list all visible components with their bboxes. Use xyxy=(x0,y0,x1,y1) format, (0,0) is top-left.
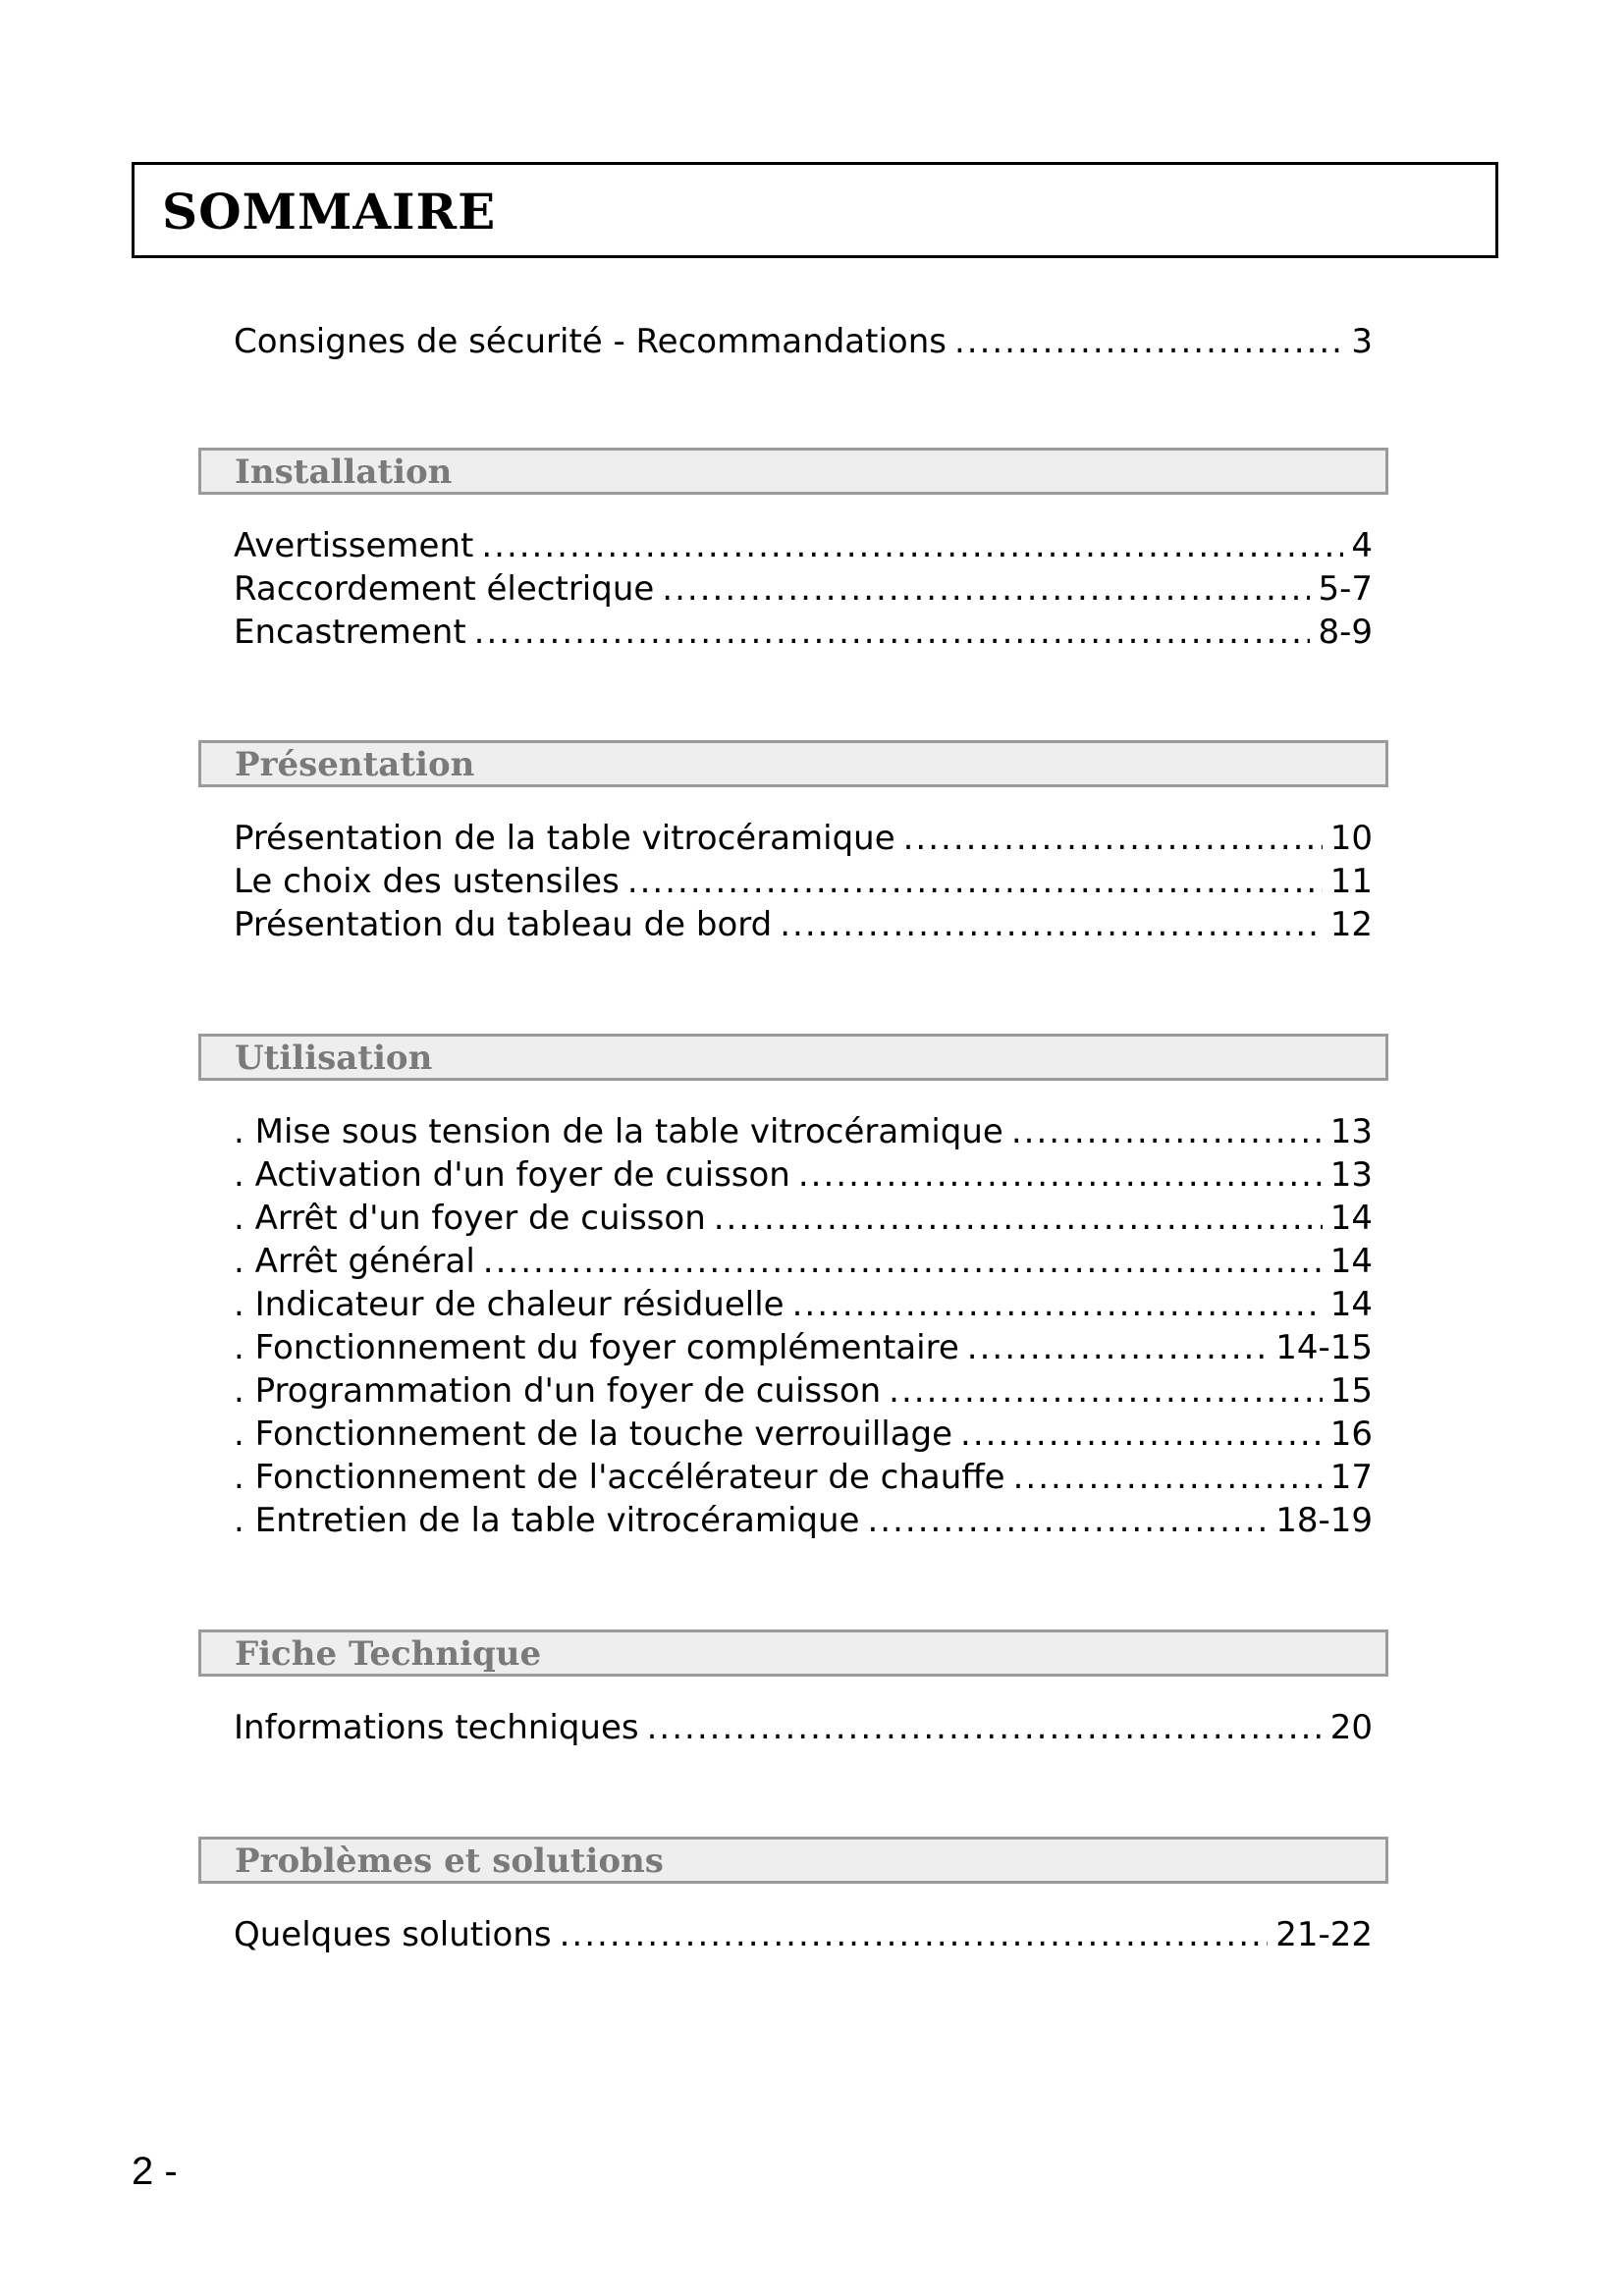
toc-entry[interactable] xyxy=(234,1285,1373,1328)
title-box xyxy=(132,162,1498,258)
toc-entry[interactable] xyxy=(234,862,1373,905)
dot-leader xyxy=(560,1915,1269,1954)
page-title: SOMMAIRE xyxy=(162,183,497,240)
toc-entry-label: Informations techniques xyxy=(234,1708,639,1747)
dot-leader xyxy=(1013,1458,1323,1497)
dot-leader xyxy=(780,905,1323,944)
dot-leader xyxy=(967,1328,1268,1367)
toc-entry-label: Le choix des ustensiles xyxy=(234,862,620,901)
section-header-fiche-technique xyxy=(198,1629,1388,1677)
toc-entry-label: . Arrêt général xyxy=(234,1242,475,1281)
toc-entry-label: . Fonctionnement de la touche verrouillage xyxy=(234,1415,953,1454)
dot-leader xyxy=(483,1242,1323,1281)
toc-entry[interactable] xyxy=(234,1458,1373,1501)
toc-entry-label: Encastrement xyxy=(234,613,466,652)
dot-leader xyxy=(714,1199,1323,1238)
page-number: 2 - xyxy=(132,2150,178,2193)
dot-leader xyxy=(647,1708,1323,1747)
dot-leader xyxy=(481,526,1343,565)
dot-leader xyxy=(960,1415,1323,1454)
toc-entry-page: 13 xyxy=(1329,1112,1373,1151)
toc-entry-page: 12 xyxy=(1329,905,1373,944)
toc-entry[interactable] xyxy=(234,1501,1373,1544)
toc-entry-label: . Arrêt d'un foyer de cuisson xyxy=(234,1199,706,1238)
dot-leader xyxy=(627,862,1323,901)
section-heading: Fiche Technique xyxy=(235,1634,542,1674)
toc-entry[interactable] xyxy=(234,905,1373,948)
toc-entry-label: Présentation du tableau de bord xyxy=(234,905,773,944)
toc-entry-label: . Indicateur de chaleur résiduelle xyxy=(234,1285,785,1324)
toc-entry-label: Quelques solutions xyxy=(234,1915,552,1954)
toc-entry[interactable] xyxy=(234,569,1373,613)
section-heading: Installation xyxy=(235,453,453,492)
toc-entry[interactable] xyxy=(234,1915,1373,1958)
section-heading: Problèmes et solutions xyxy=(235,1842,664,1881)
toc-entry-label: . Entretien de la table vitrocéramique xyxy=(234,1501,860,1540)
toc-entry[interactable] xyxy=(234,1708,1373,1751)
toc-entry-label: . Activation d'un foyer de cuisson xyxy=(234,1155,790,1195)
toc-entry[interactable] xyxy=(234,1155,1373,1199)
toc-entry[interactable] xyxy=(234,526,1373,569)
toc-entry-page: 15 xyxy=(1329,1371,1373,1411)
toc-entry-page: 3 xyxy=(1351,322,1373,361)
dot-leader xyxy=(662,569,1310,609)
toc-entry-page: 14 xyxy=(1329,1285,1373,1324)
toc-entry[interactable] xyxy=(234,1415,1373,1458)
toc-entry-page: 17 xyxy=(1329,1458,1373,1497)
toc-entry-label: . Programmation d'un foyer de cuisson xyxy=(234,1371,882,1411)
section-header-utilisation xyxy=(198,1034,1388,1081)
toc-entry-page: 13 xyxy=(1329,1155,1373,1195)
toc-entry[interactable] xyxy=(234,613,1373,656)
section-header-installation xyxy=(198,448,1388,495)
section-heading: Présentation xyxy=(235,745,475,784)
toc-entry-page: 20 xyxy=(1329,1708,1373,1747)
toc-entry-label: . Fonctionnement de l'accélérateur de chauffe xyxy=(234,1458,1005,1497)
dot-leader xyxy=(903,819,1323,858)
toc-entry-label: . Mise sous tension de la table vitrocéramique xyxy=(234,1112,1003,1151)
toc-entry-label: Présentation de la table vitrocéramique xyxy=(234,819,895,858)
dot-leader xyxy=(792,1285,1323,1324)
dot-leader xyxy=(474,613,1311,652)
toc-entry-safety[interactable] xyxy=(234,322,1373,365)
toc-entry[interactable] xyxy=(234,1199,1373,1242)
toc-entry-label: Raccordement électrique xyxy=(234,569,655,609)
toc-entry-page: 18-19 xyxy=(1275,1501,1373,1540)
dot-leader xyxy=(954,322,1343,361)
toc-entry-page: 14 xyxy=(1329,1242,1373,1281)
toc-entry-page: 16 xyxy=(1329,1415,1373,1454)
toc-entry-label: Avertissement xyxy=(234,526,474,565)
toc-entry[interactable] xyxy=(234,1371,1373,1415)
toc-entry-label: Consignes de sécurité - Recommandations xyxy=(234,322,947,361)
toc-entry-page: 8-9 xyxy=(1318,613,1373,652)
dot-leader xyxy=(867,1501,1268,1540)
toc-entry-page: 5-7 xyxy=(1318,569,1373,609)
dot-leader xyxy=(798,1155,1323,1195)
toc-entry[interactable] xyxy=(234,1328,1373,1371)
toc-entry-page: 11 xyxy=(1329,862,1373,901)
section-heading: Utilisation xyxy=(235,1039,433,1078)
toc-entry[interactable] xyxy=(234,1112,1373,1155)
dot-leader xyxy=(889,1371,1323,1411)
section-header-presentation xyxy=(198,740,1388,787)
dot-leader xyxy=(1011,1112,1323,1151)
section-header-problemes xyxy=(198,1837,1388,1884)
toc-entry-page: 21-22 xyxy=(1275,1915,1373,1954)
toc-entry-page: 4 xyxy=(1351,526,1373,565)
toc-entry[interactable] xyxy=(234,819,1373,862)
toc-entry-label: . Fonctionnement du foyer complémentaire xyxy=(234,1328,959,1367)
toc-entry[interactable] xyxy=(234,1242,1373,1285)
toc-entry-page: 14-15 xyxy=(1275,1328,1373,1367)
toc-entry-page: 14 xyxy=(1329,1199,1373,1238)
toc-entry-page: 10 xyxy=(1329,819,1373,858)
